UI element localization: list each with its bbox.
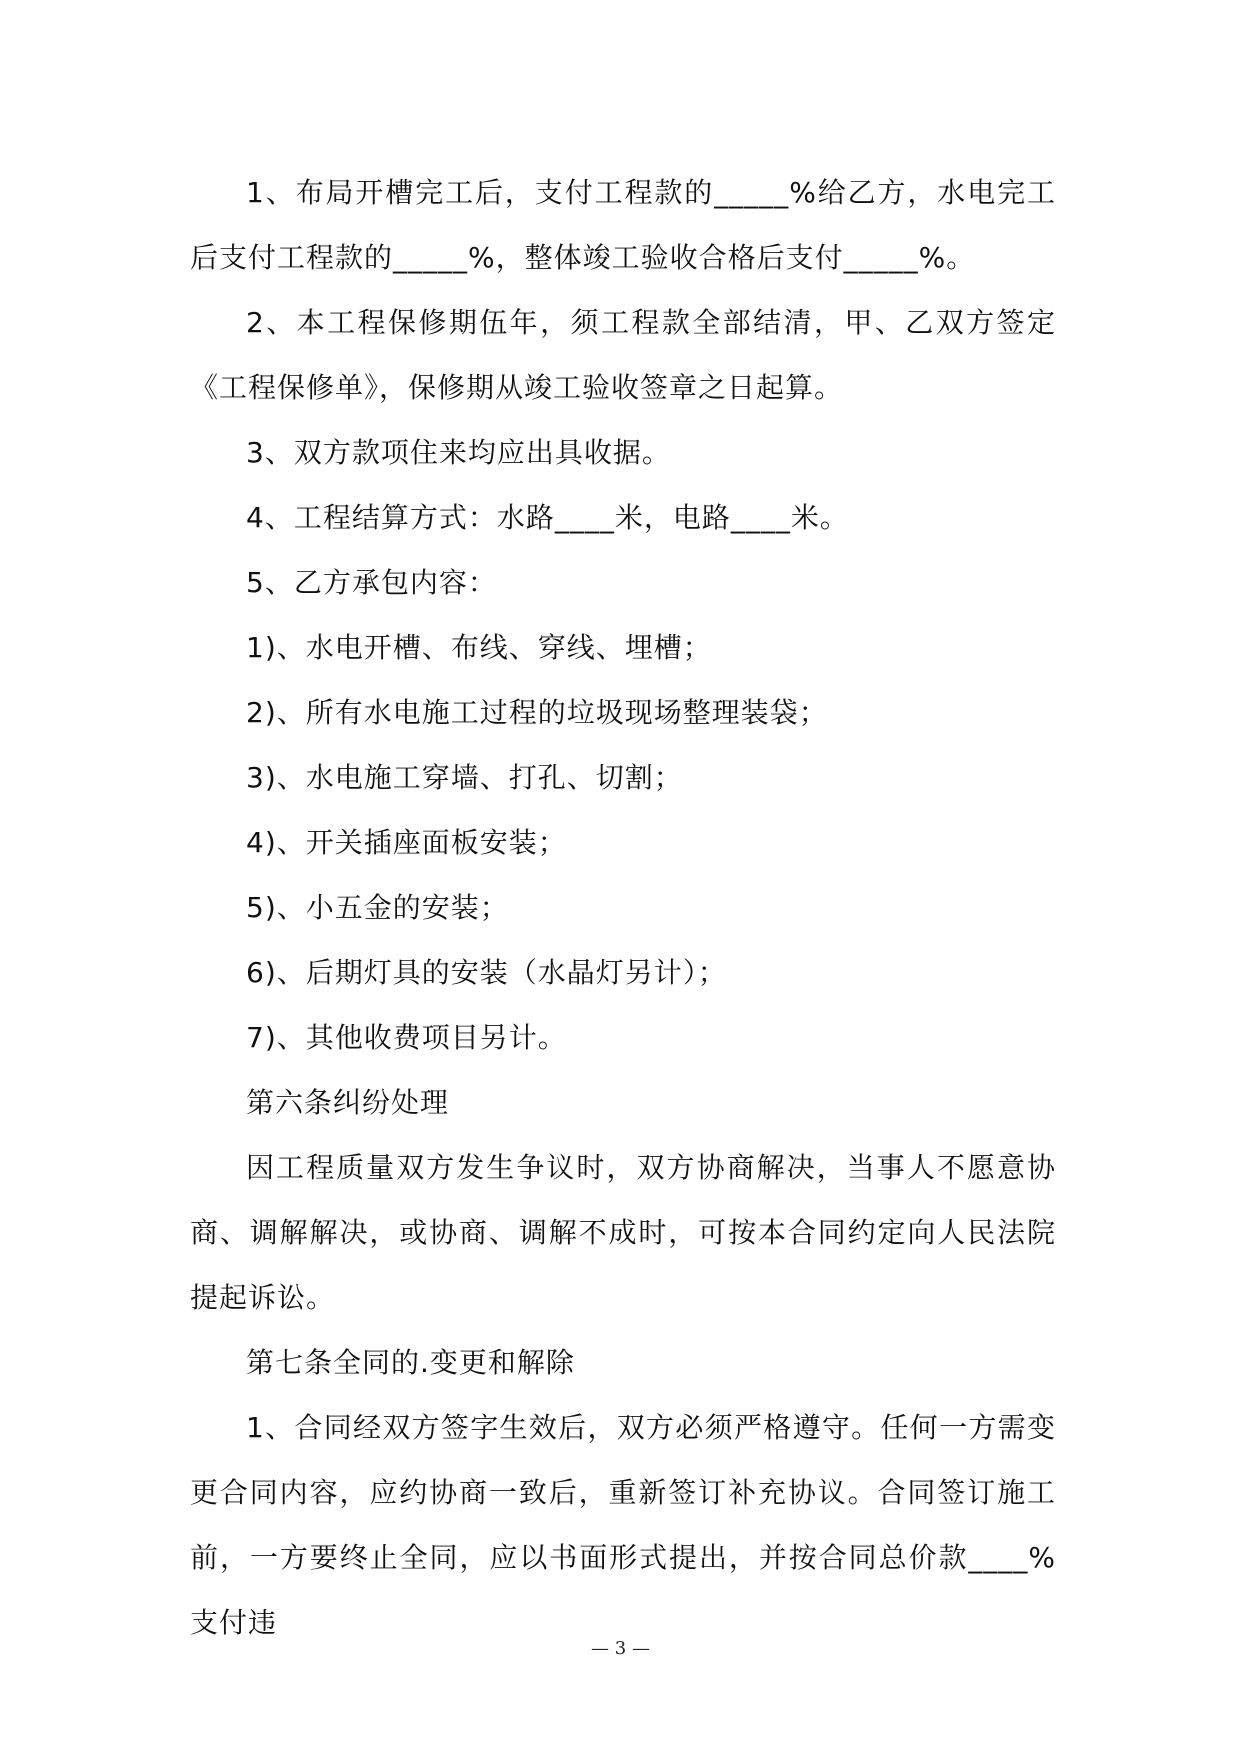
- contract-scope-heading: 5、乙方承包内容：: [246, 566, 497, 599]
- document-body: [190, 160, 1056, 1655]
- contract-change-paragraph: 1、合同经双方签字生效后，双方必须严格遵守。任何一方需变更合同内容，应约协商一致后，重新签订补充协议。合同签订施工前，一方要终止全同，应以书面形式提出，并按合同总价款____%支付违: [190, 1411, 1056, 1639]
- page-number: — 3 —: [591, 1638, 650, 1659]
- scope-item: 3)、水电施工穿墙、打孔、切割；: [246, 761, 683, 794]
- article-seven-heading: 第七条全同的.变更和解除: [246, 1346, 575, 1379]
- settlement-method-paragraph: 4、工程结算方式：水路____米，电路____米。: [246, 501, 849, 534]
- scope-item: 7)、其他收费项目另计。: [246, 1021, 567, 1054]
- scope-item: 6)、后期灯具的安装（水晶灯另计）；: [246, 956, 727, 989]
- scope-item: 1)、水电开槽、布线、穿线、埋槽；: [246, 631, 712, 664]
- payment-schedule-paragraph: 1、布局开槽完工后，支付工程款的_____%给乙方，水电完工后支付工程款的_____%，整体竣工验收合格后支付_____%。: [190, 176, 1056, 274]
- warranty-paragraph: 2、本工程保修期伍年，须工程款全部结清，甲、乙双方签定《工程保修单》，保修期从竣工验收签章之日起算。: [190, 306, 1056, 404]
- scope-item: 4)、开关插座面板安装；: [246, 826, 567, 859]
- scope-item: 5)、小五金的安装；: [246, 891, 509, 924]
- article-six-heading: 第六条纠纷处理: [246, 1086, 450, 1119]
- receipt-paragraph: 3、双方款项住来均应出具收据。: [246, 436, 671, 469]
- dispute-resolution-paragraph: 因工程质量双方发生争议时，双方协商解决，当事人不愿意协商、调解解决，或协商、调解不成时，可按本合同约定向人民法院提起诉讼。: [190, 1151, 1056, 1314]
- scope-item: 2)、所有水电施工过程的垃圾现场整理装袋；: [246, 696, 828, 729]
